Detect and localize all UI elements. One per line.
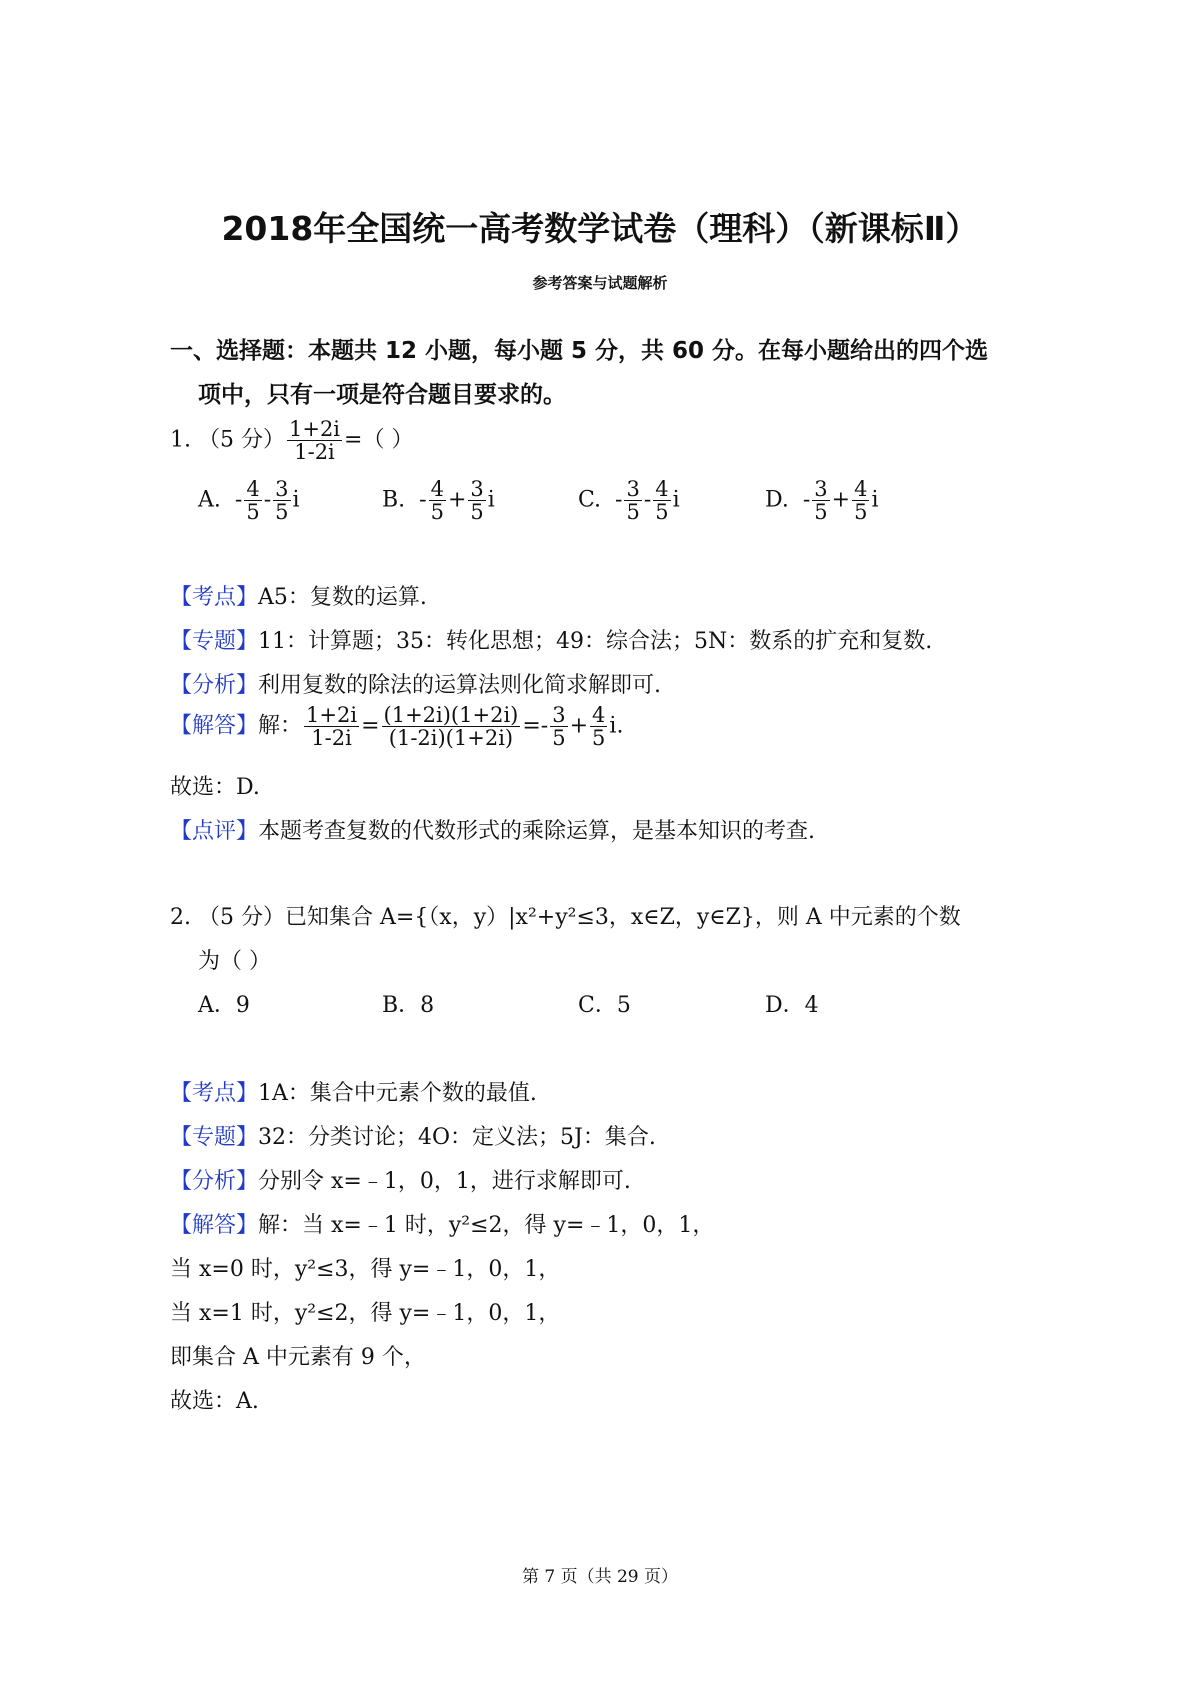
q1-option-a: A. - $\frac{4}{5}$ - $\frac{3}{5}$ i <box>198 477 300 525</box>
q1-option-d: D. - $\frac{3}{5}$ + $\frac{4}{5}$ i <box>765 477 879 525</box>
q2-option-a: A．9 <box>198 993 250 1018</box>
q2-kaodian: 【考点】1A：集合中元素个数的最值. <box>170 1081 537 1106</box>
q1-fenxi: 【分析】利用复数的除法的运算法则化简求解即可. <box>170 673 662 698</box>
q2-option-c: C．5 <box>578 993 631 1018</box>
q2-solution-line2: 当 x=0 时，y²≤3，得 y=﹣1，0，1， <box>170 1257 561 1282</box>
q1-answer: 故选：D. <box>170 775 260 800</box>
page-title: 2018年全国统一高考数学试卷（理科）（新课标Ⅱ） <box>221 209 979 248</box>
page-subtitle: 参考答案与试题解析 <box>532 274 668 292</box>
q1-option-c: C. - $\frac{3}{5}$ - $\frac{4}{5}$ i <box>578 477 680 525</box>
page-footer: 第 7 页（共 29 页） <box>521 1567 679 1587</box>
q2-option-d: D．4 <box>765 993 819 1018</box>
q2-solution-line4: 即集合 A 中元素有 9 个， <box>170 1345 426 1370</box>
q2-jieda: 【解答】解：当 x=﹣1 时，y²≤2，得 y=﹣1，0，1， <box>170 1213 715 1238</box>
q2-option-b: B．8 <box>382 993 435 1018</box>
q2-answer: 故选：A. <box>170 1389 259 1414</box>
q2-solution-line3: 当 x=1 时，y²≤2，得 y=﹣1，0，1， <box>170 1301 561 1326</box>
q1-option-b: B. - $\frac{4}{5}$ + $\frac{3}{5}$ i <box>382 477 495 525</box>
q2-zhuanti: 【专题】32：分类讨论；4O：定义法；5J：集合. <box>170 1125 656 1150</box>
q1-zhuanti: 【专题】11：计算题；35：转化思想；49：综合法；5N：数系的扩充和复数. <box>170 629 933 654</box>
q2-stem-line2: 为（ ） <box>198 949 271 974</box>
section-heading-line2: 项中，只有一项是符合题目要求的。 <box>198 382 566 408</box>
section-heading-line1: 一、选择题：本题共 12 小题，每小题 5 分，共 60 分。在每小题给出的四个选 <box>170 338 989 364</box>
q1-dianping: 【点评】本题考查复数的代数形式的乘除运算，是基本知识的考查. <box>170 819 816 844</box>
q1-stem: 1. （5 分） $\frac{1+2i}{1-2i}$ =（ ） <box>170 417 414 465</box>
q2-fenxi: 【分析】分别令 x=﹣1，0，1，进行求解即可. <box>170 1169 631 1194</box>
q1-kaodian: 【考点】A5：复数的运算. <box>170 585 427 610</box>
q1-fraction: $\frac{1+2i}{1-2i}$ <box>288 417 341 465</box>
q1-jieda: 【解答】解： $\frac{1+2i}{1-2i}$ = $\frac{(1+2i)(1+2i)}{(1-2i)(1+2i)}$ =- $\frac{3}{5}$ + $\frac{4}{5}$ i. <box>170 703 624 751</box>
q2-stem-line1: 2. （5 分）已知集合 A={（x，y）|x²+y²≤3，x∈Z，y∈Z}，则 A 中元素的个数 <box>170 905 961 930</box>
